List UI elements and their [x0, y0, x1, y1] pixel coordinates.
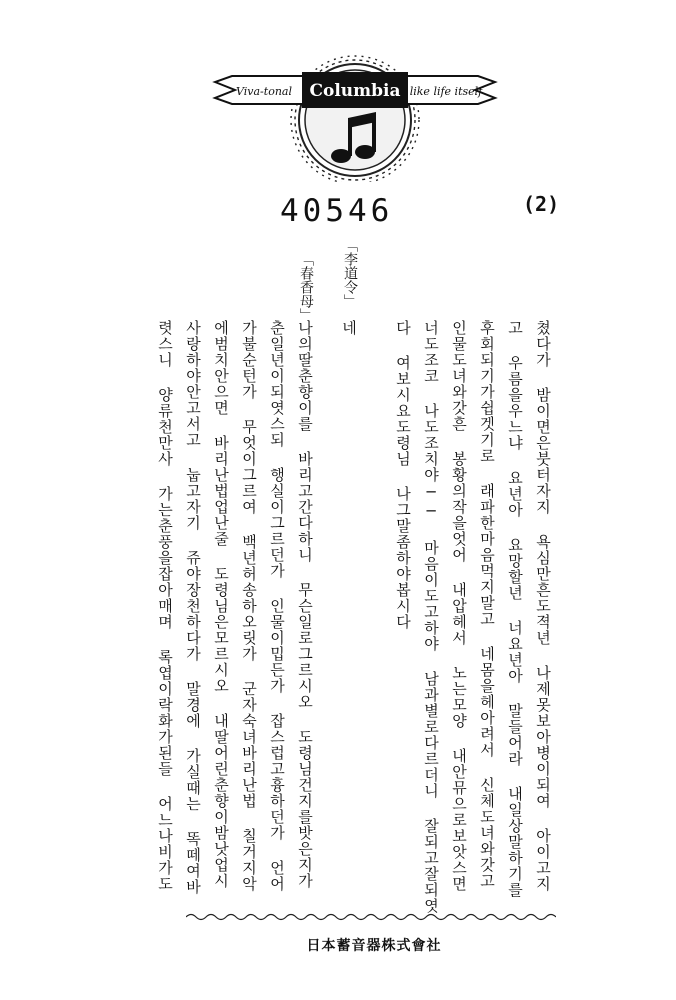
footer-wavy-rule [186, 912, 556, 922]
text-column-5: 너도조코 나도조치야── 마음이도고하야 남과별로다르더니 잘되고잘되엿 [422, 320, 440, 914]
text-column-8: 나의딸춘향이를 바리고간다하니 무슨일로그르시오 도령님건지를밧은지가 [296, 320, 314, 889]
text-column-4: 인물도녀와갓흔 봉황의작을엇어 내압헤서 노는모양 내안뮤으로보앗스면 [450, 320, 468, 892]
banner-left-text: Viva-tonal [236, 85, 292, 98]
text-column-7: 네 [340, 320, 358, 336]
catalog-number: 40546 [280, 193, 394, 229]
columbia-logo [210, 42, 500, 182]
text-column-2: 고 우름을우느냐 요년아 요망할년 너요년아 말들어라 내일상말하기를 [506, 320, 524, 898]
publisher-name: 日本蓄音器株式會社 [306, 938, 442, 954]
brand-name: Columbia [309, 81, 401, 101]
speaker-label-lee: 「李道令」 [342, 238, 358, 308]
text-column-11: 에범치안으면 바리난법업난줄 도령님은모르시오 내딸어린춘향이밤낫업시 [212, 320, 230, 889]
page-number: (2) [523, 192, 560, 216]
speaker-label-chunhyang-mother: 「春香母」 [298, 252, 314, 322]
text-column-6: 다 여보시요도령님 나그말좀하야봅시다 [394, 320, 412, 630]
text-column-12: 사랑하야안고서고 눕고자기 쥬야장천하다가 말경에 가실때는 똑떼여바 [184, 320, 202, 895]
text-column-13: 렷스니 양류천만사 가는춘풍을잡아매며 록엽이락화가된들 어느나비가도 [156, 320, 174, 892]
text-column-1: 쳤다가 밤이면은붓터자지 욕심만흔도젹년 나제못보아병이되여 아이고지 [534, 320, 552, 892]
banner-right-text: like life itself [409, 85, 483, 98]
text-column-3: 후회되기가쉽겟기로 래파한마음먹지말고 네몸을헤아려서 신체도녀와갓고 [478, 320, 496, 889]
text-column-9: 춘일년이되엿스되 행실이그르던가 인물이밉든가 잡스럽고흉하던가 언어 [268, 320, 286, 892]
text-column-10: 가불순턴가 무엇이그르여 백년허송하오릿가 군자숙녀바리난법 칠거지악 [240, 320, 258, 892]
